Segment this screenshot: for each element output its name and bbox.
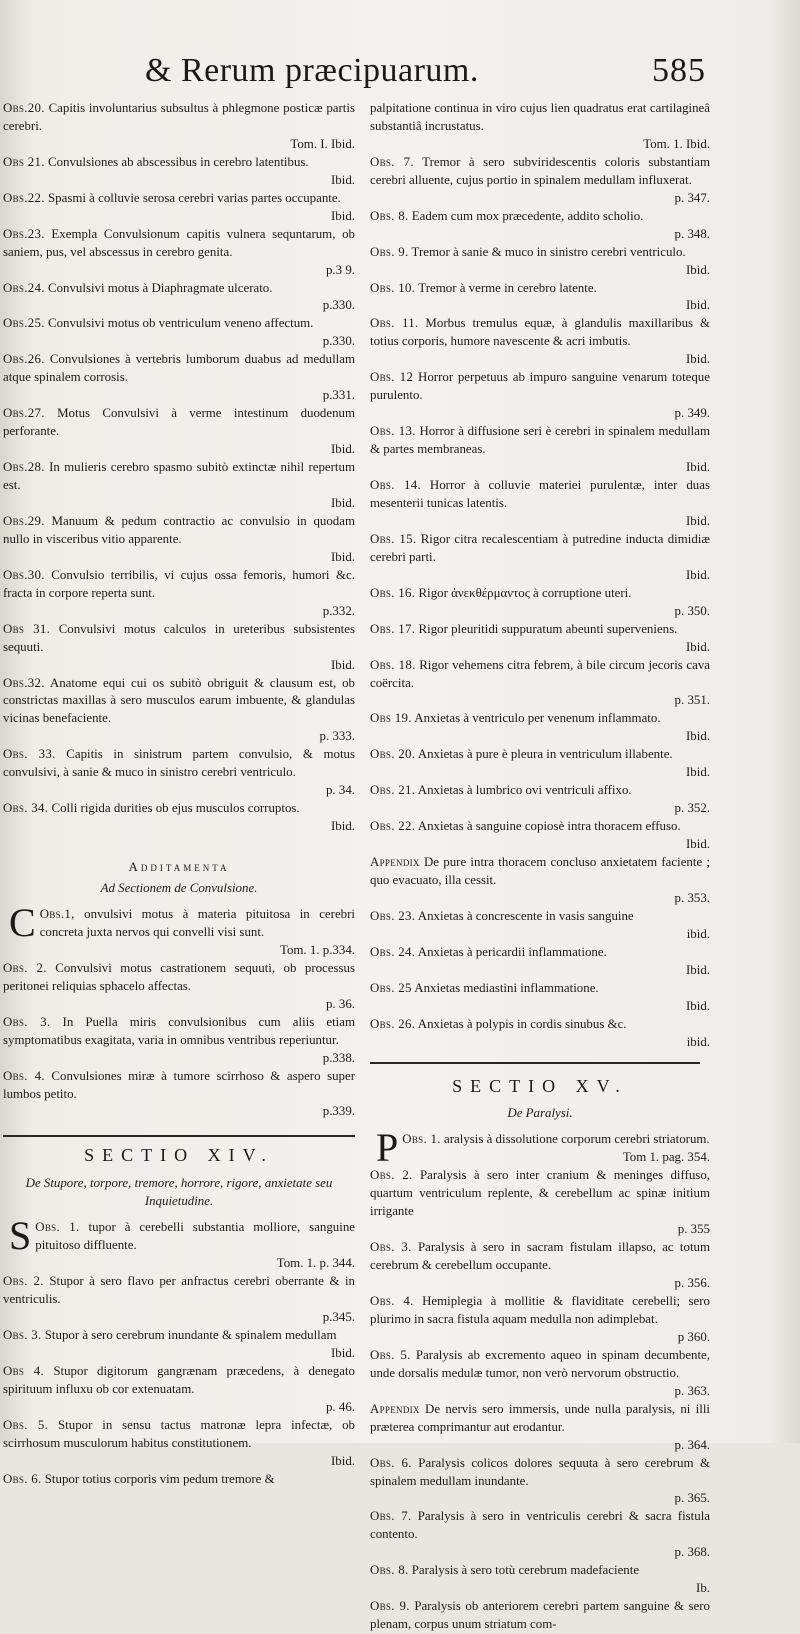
drop-capital: S	[9, 1213, 32, 1259]
entry-text: Horror perpetuus ab impuro sanguine venarum toteque purulento.	[370, 370, 710, 403]
entry-label: Obs. 3.	[3, 1328, 42, 1342]
entry-page-reference: Ibid.	[331, 549, 355, 564]
entry-page-reference: p. 356.	[674, 1276, 710, 1291]
entry-label: Obs.27.	[3, 406, 45, 421]
entry-label: Obs. 9.	[370, 244, 409, 259]
entry-text: Horror à colluvie materiei purulentæ, inter duas mesenterii tunicas latentis.	[370, 478, 710, 510]
index-entry	[370, 100, 710, 154]
index-entry	[370, 980, 710, 1016]
left-entries-stupor	[3, 1213, 356, 1488]
entry-page-reference: p. 353.	[674, 890, 710, 905]
entry-label: Obs. 6.	[370, 1455, 412, 1470]
entry-page-reference: Ibid.	[686, 729, 710, 744]
index-entry	[3, 154, 355, 190]
entry-page-reference: Ibid.	[331, 819, 355, 834]
entry-page-reference: Tom. 1. p.334.	[279, 942, 355, 957]
drop-capital: P	[376, 1125, 399, 1171]
index-entry	[370, 746, 710, 782]
entry-label: Obs. 9.	[370, 1599, 410, 1614]
entry-label: Obs. 2.	[3, 1274, 44, 1289]
entry-page-reference: p. 352.	[674, 801, 710, 816]
entry-text: Stupor totius corporis vim pedum tremore &	[44, 1471, 275, 1486]
entry-label: Obs. 21.	[370, 783, 416, 798]
entry-page-reference: Ibid.	[686, 352, 710, 367]
entry-label: Obs. 5.	[3, 1417, 49, 1432]
entry-text: Horror à diffusione seri è cerebri in spinalem medullam & partes membraneas.	[370, 424, 710, 457]
index-entry	[370, 944, 710, 980]
section-xiv-subtitle: De Stupore, torpore, tremore, horrore, rigore, anxietate seu Inquietudine.	[25, 1176, 333, 1209]
index-entry	[3, 351, 355, 405]
entry-label: Obs. 2.	[3, 960, 47, 975]
entry-label: Obs. 3.	[370, 1240, 412, 1255]
section-xv-title: SECTIO XV.	[452, 1075, 628, 1096]
index-entry	[3, 1213, 355, 1273]
index-entry	[370, 1293, 710, 1347]
entry-label: Obs. 25	[370, 980, 412, 995]
entry-page-reference: p.330.	[322, 298, 355, 313]
running-title: & Rerum præcipuarum.	[145, 52, 479, 89]
entry-page-reference: Ibid.	[686, 998, 710, 1013]
entry-text: De nervis sero immersis, unde nulla paralysis, ni illi præterea comprimantur aut erodantur.	[370, 1401, 710, 1434]
index-entry	[3, 621, 355, 675]
entry-page-reference: Tom 1. pag. 354.	[622, 1150, 710, 1165]
entry-label: Obs.28.	[3, 460, 45, 475]
entry-label: Obs.20.	[3, 101, 45, 115]
entry-label: Obs. 7.	[370, 154, 414, 169]
index-entry	[370, 369, 710, 423]
index-entry	[3, 315, 355, 351]
entry-text: Anxietas à sanguine copiosè intra thoracem effuso.	[417, 819, 681, 834]
index-entry	[370, 1401, 710, 1455]
entry-page-reference: p. 350.	[674, 603, 710, 618]
index-entry	[370, 1125, 710, 1171]
entry-page-reference: Tom. 1. p. 344.	[276, 1256, 355, 1271]
entry-text: Rigor vehemens citra febrem, à bile circum jecoris cava coërcita.	[370, 657, 710, 690]
section-divider	[3, 1135, 355, 1137]
entry-page-reference: p. 355	[677, 1222, 710, 1237]
entry-label: Obs. 4.	[3, 1068, 45, 1083]
entry-text: Anxietas à pure è pleura in ventriculum illabente.	[417, 747, 673, 762]
entry-label: Obs.30.	[3, 567, 45, 582]
entry-page-reference: Tom. 1. Ibid.	[643, 136, 710, 151]
index-entry	[370, 1016, 710, 1052]
index-entry	[370, 154, 710, 208]
index-entry	[370, 244, 710, 280]
entry-text: Stupor digitorum gangrænam præcedens, à denegato spirituum influxu ob cor extenuatam.	[3, 1363, 355, 1396]
page-header	[0, 52, 800, 98]
entry-text: palpitatione continua in viro cujus lien quadratus erat cartilagineâ substantiâ incrustatus.	[370, 101, 710, 133]
index-entry	[3, 1363, 355, 1417]
entry-page-reference: p. 34.	[325, 783, 355, 798]
entry-page-reference: Ibid.	[686, 837, 710, 852]
entry-text: Paralysis à sero totù cerebrum madefaciente	[411, 1563, 640, 1578]
entry-text: Tremor à verme in cerebro latente.	[418, 280, 597, 295]
entry-text: Stupor à sero cerebrum inundante & spinalem medullam	[44, 1328, 337, 1342]
left-column	[3, 100, 355, 1489]
index-entry	[3, 567, 355, 621]
entry-page-reference: Ibid.	[331, 1453, 355, 1468]
entry-text: tupor à cerebelli substantia molliore, sanguine pituitoso diffluente.	[35, 1220, 355, 1253]
entry-page-reference: Ibid.	[686, 460, 710, 475]
entry-label: Obs.24.	[3, 280, 45, 295]
index-entry	[370, 477, 710, 531]
entry-page-reference: Ibid.	[686, 567, 710, 582]
entry-text: Paralysis colicos dolores sequuta à sero cerebrum & spinalem medullam inundante.	[370, 1455, 710, 1488]
entry-text: Rigor citra recalescentiam à putredine inducta dimidiæ cerebri parti.	[370, 531, 710, 564]
entry-label: Obs. 18.	[370, 657, 416, 672]
index-entry	[370, 1239, 710, 1293]
entry-text: Eadem cum mox præcedente, addito scholio.	[411, 208, 644, 223]
entry-page-reference: ibid.	[686, 1034, 710, 1049]
entry-label: Obs.29.	[3, 513, 45, 528]
entry-label: Obs. 6.	[3, 1471, 42, 1486]
entry-label: Obs. 11.	[370, 316, 419, 331]
additamenta-heading: Additamenta	[128, 859, 230, 875]
entry-label: Obs. 22.	[370, 819, 416, 834]
entry-label: Obs. 34.	[3, 801, 49, 816]
index-entry	[3, 280, 355, 316]
entry-label: Obs 21.	[3, 154, 45, 169]
entry-text: Convulsivi motus calculos in ureteribus subsistentes sequuti.	[3, 621, 356, 654]
entry-label: Obs. 13.	[370, 424, 416, 439]
entry-page-reference: p.345.	[322, 1310, 355, 1325]
entry-page-reference: p.330.	[322, 334, 355, 349]
additamenta-subheading: Ad Sectionem de Convulsione.	[100, 881, 258, 896]
entry-page-reference: p. 368.	[674, 1545, 710, 1560]
entry-text: Capitis in sinistrum partem convulsio, & motus convulsivi, à sanie & muco in sinistro cerebri ventriculo.	[3, 747, 355, 780]
entry-text: Hemiplegia à mollitie & flaviditate cerebelli; sero plurimo in sacra fistula aquam medulla non adimplebat.	[370, 1294, 710, 1326]
entry-page-reference: ibid.	[686, 926, 710, 941]
entry-page-reference: p. 365.	[674, 1491, 710, 1506]
index-entry	[370, 1508, 710, 1562]
index-entry	[3, 190, 355, 226]
entry-label: Obs 4.	[3, 1363, 45, 1378]
entry-page-reference: Ibid.	[331, 442, 355, 457]
index-entry	[3, 1327, 355, 1363]
left-entries-additamenta	[3, 899, 355, 1121]
index-entry	[3, 675, 355, 747]
index-entry	[3, 226, 355, 280]
index-entry	[3, 405, 355, 459]
entry-text: Anxietas à pericardii inflammatione.	[417, 944, 607, 959]
entry-label: Obs.32.	[3, 675, 45, 690]
entry-text: Convulsiones miræ à tumore scirrhoso & aspero super lumbos petito.	[3, 1068, 355, 1101]
entry-page-reference: p. 364.	[674, 1437, 710, 1452]
entry-text: Anxietas à ventriculo per venenum inflammato.	[414, 711, 661, 726]
entry-label: Appendix	[370, 855, 420, 870]
section-xiv-title: SECTIO XIV.	[84, 1145, 274, 1166]
entry-text: aralysis à dissolutione corporum cerebri striatorum.	[444, 1132, 710, 1147]
index-entry	[3, 1014, 355, 1068]
index-entry	[370, 280, 710, 316]
entry-page-reference: p. 348.	[674, 226, 710, 241]
entry-label: Obs. 24.	[370, 944, 416, 959]
index-entry	[3, 1068, 355, 1122]
entry-text: Convulsivi motus à Diaphragmate ulcerato.	[48, 280, 273, 295]
entry-page-reference: Tom. I. Ibid.	[290, 136, 355, 151]
entry-text: Paralysis ob anteriorem cerebri partem sanguine & sero plenam, corpus unum striatum com-	[370, 1599, 711, 1632]
entry-label: Appendix	[370, 1401, 420, 1416]
entry-text: Manuum & pedum contractio ac convulsio in quodam nullo in visceribus vitio apparente.	[3, 513, 355, 546]
entry-page-reference: p. 363.	[674, 1383, 710, 1398]
index-entry	[370, 818, 710, 854]
entry-label: Obs. 15.	[370, 531, 417, 546]
entry-text: Stupor à sero flavo per anfractus cerebri oberrante & in ventriculis.	[3, 1274, 356, 1307]
entry-text: Spasmi à colluvie serosa cerebri varias partes occupante.	[48, 190, 341, 205]
index-entry	[370, 782, 710, 818]
entry-label: Obs. 3.	[3, 1014, 51, 1029]
index-entry	[3, 100, 355, 154]
index-entry	[370, 423, 710, 477]
entry-text: De pure intra thoracem concluso anxietatem faciente ; quo evacuato, illa cessit.	[370, 855, 710, 887]
entry-label: Obs.1,	[39, 906, 75, 921]
entry-label: Obs. 8.	[370, 1563, 409, 1578]
entry-page-reference: p.338.	[322, 1050, 355, 1065]
drop-capital: C	[9, 899, 36, 945]
entry-page-reference: p. 349.	[674, 406, 710, 421]
entry-page-reference: p.339.	[322, 1104, 355, 1119]
entry-text: Convulsivi motus castrationem sequuti, ob processus peritonei reliquias sphacelo affectas.	[3, 960, 355, 993]
entry-text: Paralysis ab excremento aqueo in spinam decumbente, unde dorsalis medulæ tumor, non verò nervorum obstructio.	[370, 1347, 711, 1380]
entry-text: Anxietas mediastini inflammatione.	[414, 980, 599, 995]
entry-text: Rigor ἀνεκθέρμαντος à corruptione uteri.	[418, 585, 632, 600]
index-entry	[3, 746, 355, 800]
entry-page-reference: Ibid.	[686, 262, 710, 277]
entry-page-reference: Ibid.	[331, 172, 355, 187]
entry-page-reference: Ibid.	[686, 639, 710, 654]
index-entry	[370, 710, 710, 746]
left-entries-convulsions	[3, 100, 355, 836]
entry-label: Obs. 7.	[370, 1509, 412, 1524]
entry-text: onvulsivi motus à materia pituitosa in cerebri concreta juxta nervos qui convelli visi sunt.	[39, 906, 355, 939]
entry-page-reference: p.332.	[322, 603, 355, 618]
entry-label: Obs.23.	[3, 226, 45, 241]
entry-text: Morbus tremulus equæ, à glandulis maxillaribus & totius corporis, humore navescente & acri imbutis.	[370, 316, 710, 349]
entry-text: Anxietas à lumbrico ovi ventriculi affixo.	[417, 783, 632, 798]
entry-page-reference: Ib.	[696, 1581, 710, 1596]
section-xv-subtitle: De Paralysi.	[507, 1106, 573, 1121]
entry-label: Obs 31.	[3, 621, 51, 636]
entry-label: Obs. 2.	[370, 1168, 413, 1183]
entry-label: Obs.22.	[3, 190, 45, 205]
page-number: 585	[652, 52, 706, 89]
index-entry	[3, 513, 355, 567]
index-entry	[370, 585, 710, 621]
entry-label: Obs. 17.	[370, 621, 416, 636]
entry-page-reference: Ibid.	[686, 765, 710, 780]
entry-page-reference: Ibid.	[331, 1345, 355, 1360]
entry-text: Tremor à sanie & muco in sinistro cerebri ventriculo.	[411, 244, 686, 259]
entry-text: In Puella miris convulsionibus cum aliis etiam symptomatibus exagitata, varia in omnibus ventribus reperiuntur.	[3, 1014, 355, 1047]
entry-page-reference: Ibid.	[686, 513, 710, 528]
entry-text: Motus Convulsivi à verme intestinum duodenum perforante.	[3, 406, 355, 439]
index-entry	[3, 899, 355, 960]
index-entry	[370, 908, 710, 944]
entry-text: Paralysis à sero in sacram fistulam illapso, ac totum cerebrum & cerebellum occupante.	[370, 1240, 711, 1273]
entry-label: Obs. 26.	[370, 1016, 416, 1031]
index-entry	[3, 459, 355, 513]
entry-label: Obs. 14.	[370, 478, 421, 493]
entry-page-reference: p. 333.	[319, 729, 355, 744]
index-entry	[3, 1471, 355, 1489]
entry-text: In mulieris cerebro spasmo subitò extinctæ nihil repertum est.	[3, 460, 355, 493]
index-entry	[370, 208, 710, 244]
entry-text: Rigor pleuritidi suppuratum abeunti superveniens.	[418, 621, 678, 636]
entry-text: Convulsivi motus ob ventriculum veneno affectum.	[48, 316, 314, 331]
entry-page-reference: Ibid.	[686, 962, 710, 977]
entry-page-reference: p. 347.	[674, 190, 710, 205]
index-entry	[3, 960, 355, 1014]
entry-text: Colli rigida durities ob ejus musculos corruptos.	[51, 801, 300, 816]
entry-text: Tremor à sero subviridescentis coloris substantiam cerebri alluente, cujus portio in spinalem medullam influxerat.	[370, 154, 710, 187]
entry-page-reference: p 360.	[677, 1329, 710, 1344]
entry-text: Convulsiones à vertebris lumborum duabus ad medullam atque spinalem corrosis.	[3, 352, 355, 385]
index-entry	[370, 1347, 710, 1401]
entry-text: Convulsio terribilis, vi cujus ossa femoris, humori &c. fracta in corpore reperta sunt.	[3, 567, 355, 600]
entry-label: Obs. 4.	[370, 1294, 414, 1308]
entry-text: Paralysis à sero in ventriculis cerebri & sacra fistula contento.	[370, 1509, 710, 1542]
index-entry	[370, 854, 710, 908]
right-column	[370, 100, 710, 1634]
index-entry	[370, 1562, 710, 1598]
entry-label: Obs. 12	[370, 370, 414, 385]
entry-page-reference: Ibid.	[331, 208, 355, 223]
entry-label: Obs.26.	[3, 352, 45, 367]
index-entry	[3, 1417, 355, 1471]
entry-label: Obs.25.	[3, 316, 45, 331]
entry-page-reference: Ibid.	[331, 495, 355, 510]
entry-text: Convulsiones ab abscessibus in cerebro latentibus.	[48, 154, 309, 169]
entry-text: Anxietas à concrescente in vasis sanguine	[417, 908, 634, 923]
index-entry	[370, 1167, 710, 1239]
entry-page-reference: p. 351.	[674, 693, 710, 708]
section-divider-right	[370, 1062, 700, 1064]
entry-text: Anatome equi cui os subitò obriguit & clausum est, ob constrictas maxillas à sero musculos earum imbuente, & glandulas vicinas benefaciente.	[3, 675, 355, 726]
index-entry	[370, 1455, 710, 1509]
index-entry	[3, 800, 355, 836]
right-entries-tremor	[370, 100, 710, 1052]
entry-label: Obs. 5.	[370, 1347, 411, 1362]
entry-text: Stupor in sensu tactus matronæ lepra infectæ, ob scirrhosum musculorum habitus constitutionem.	[3, 1417, 355, 1450]
entry-label: Obs. 8.	[370, 208, 409, 223]
index-entry	[3, 1273, 355, 1327]
entry-label: Obs. 1.	[402, 1132, 441, 1147]
entry-page-reference: p.331.	[322, 388, 355, 403]
index-entry	[370, 657, 710, 711]
index-entry	[370, 531, 710, 585]
entry-label: Obs. 1.	[35, 1220, 80, 1235]
entry-page-reference: p.3 9.	[325, 262, 355, 277]
index-entry	[370, 1598, 710, 1634]
entry-label: Obs. 20.	[370, 747, 416, 762]
index-entry	[370, 621, 710, 657]
entry-text: Capitis involuntarius subsultus à phlegmone posticæ partis cerebri.	[3, 101, 355, 133]
entry-label: Obs. 33.	[3, 747, 56, 762]
entry-label: Obs. 10.	[370, 280, 416, 295]
entry-page-reference: Ibid.	[331, 657, 355, 672]
entry-label: Obs. 23.	[370, 908, 416, 923]
entry-label: Obs 19.	[370, 711, 412, 726]
entry-page-reference: p. 36.	[325, 996, 355, 1011]
index-entry	[370, 315, 710, 369]
entry-page-reference: Ibid.	[686, 298, 710, 313]
right-entries-paralysis	[370, 1125, 711, 1634]
entry-text: Anxietas à polypis in cordis sinubus &c.	[417, 1016, 627, 1031]
entry-text: Exempla Convulsionum capitis vulnera sequntarum, ob saniem, pus, vel abscessus in cerebro genita.	[3, 226, 355, 259]
entry-page-reference: p. 46.	[325, 1399, 355, 1414]
entry-label: Obs. 16.	[370, 585, 416, 600]
entry-text: Paralysis à sero inter cranium & meninges diffuso, quartum ventriculum replente, & cerebellum ac spinæ initium irrigante	[370, 1168, 710, 1219]
